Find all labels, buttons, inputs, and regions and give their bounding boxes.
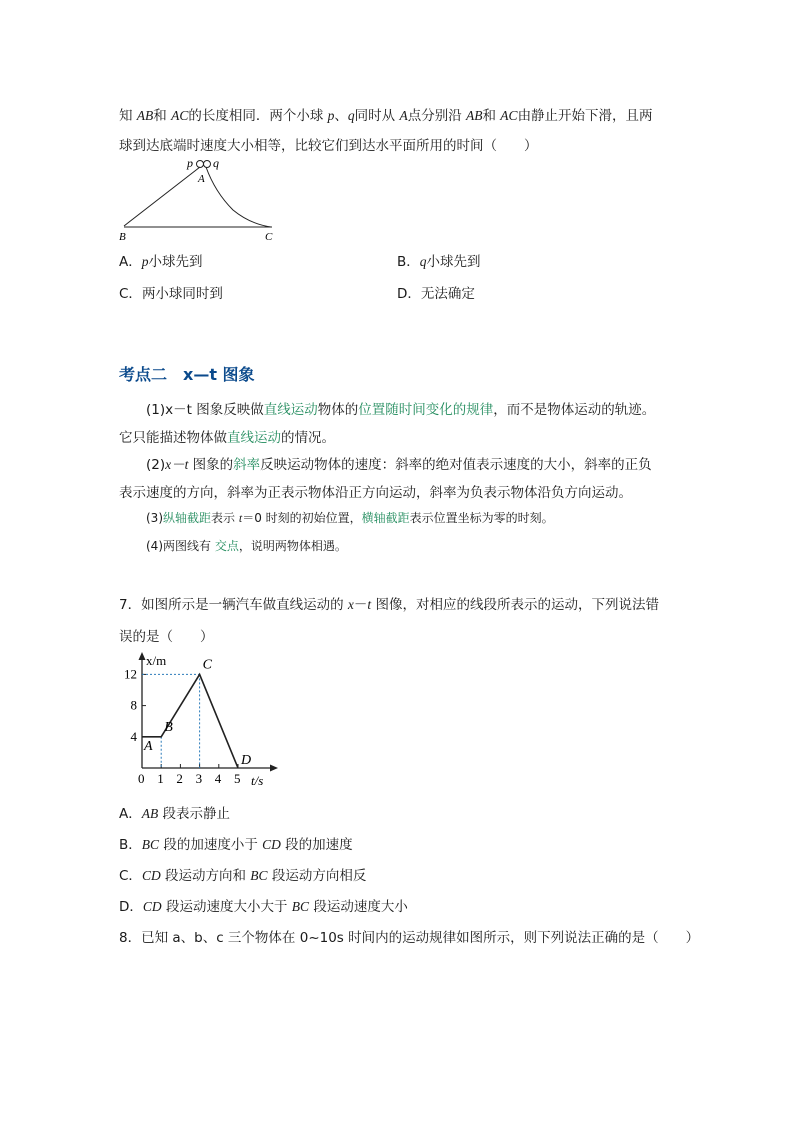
point-label-B: B xyxy=(164,719,173,735)
section-point1-line2: 它只能描述物体做直线运动的情况。 xyxy=(119,430,335,446)
q6-option-d[interactable]: D．无法确定 xyxy=(397,286,475,302)
q7-stem-line1: 7．如图所示是一辆汽车做直线运动的 x－t 图像，对相应的线段所表示的运动，下列说法错 xyxy=(119,597,659,613)
x-tick-label: 4 xyxy=(214,771,222,786)
label-q: q xyxy=(213,156,219,170)
label-C: C xyxy=(265,231,273,243)
x-tick-label: 0 xyxy=(138,771,145,786)
q7-option-c[interactable]: C．CD 段运动方向和 BC 段运动方向相反 xyxy=(119,868,367,884)
xt-series-line xyxy=(142,674,238,768)
q6-stem-line2: 球到达底端时速度大小相等，比较它们到达水平面所用的时间（ ） xyxy=(119,138,538,154)
y-axis-arrow xyxy=(139,652,146,660)
y-tick-label: 4 xyxy=(130,728,137,744)
label-A: A xyxy=(198,173,205,185)
label-p: p xyxy=(187,156,193,170)
q7-stem-line2: 误的是（ ） xyxy=(119,629,214,645)
y-tick-label: 12 xyxy=(124,666,137,682)
ball-p xyxy=(197,161,204,168)
q8-stem-line1: 8．已知 a、b、c 三个物体在 0~10s 时间内的运动规律如图所示，则下列说法正确的是（ ） xyxy=(119,930,700,946)
incline-figure xyxy=(115,152,285,244)
y-tick-label: 8 xyxy=(130,697,137,713)
q7-option-a[interactable]: A．AB 段表示静止 xyxy=(119,806,231,822)
point-label-A: A xyxy=(144,738,153,754)
q7-option-d[interactable]: D．CD 段运动速度大小大于 BC 段运动速度大小 xyxy=(119,899,408,915)
x-tick-label: 1 xyxy=(157,771,164,786)
y-axis-label: x/m xyxy=(146,653,167,668)
section-point3: (3)纵轴截距表示 t＝0 时刻的初始位置，横轴截距表示位置坐标为零的时刻。 xyxy=(146,511,554,525)
x-tick-label: 3 xyxy=(195,771,203,786)
section-point2-line1: (2)x－t 图象的斜率反映运动物体的速度：斜率的绝对值表示速度的大小，斜率的正负 xyxy=(146,457,652,473)
ball-q xyxy=(204,161,211,168)
section-title: 考点二 x—t 图象 xyxy=(119,365,255,384)
x-axis-label: t/s xyxy=(251,773,264,788)
section-point2-line2: 表示速度的方向，斜率为正表示物体沿正方向运动，斜率为负表示物体沿负方向运动。 xyxy=(119,485,632,501)
x-axis-arrow xyxy=(270,765,278,772)
incline-ab xyxy=(124,167,200,226)
x-tick-label: 5 xyxy=(234,771,241,786)
section-point1-line1: (1)x－t 图象反映做直线运动物体的位置随时间变化的规律，而不是物体运动的轨迹。 xyxy=(146,402,656,418)
curve-ac xyxy=(206,167,271,227)
q7-option-b[interactable]: B．BC 段的加速度小于 CD 段的加速度 xyxy=(119,837,353,853)
q6-option-a[interactable]: A．p小球先到 xyxy=(119,254,203,270)
xt-chart xyxy=(115,648,285,790)
q6-option-b[interactable]: B．q小球先到 xyxy=(397,254,481,270)
point-label-C: C xyxy=(202,657,212,673)
section-point4: (4)两图线有 交点，说明两物体相遇。 xyxy=(146,539,347,553)
q6-option-c[interactable]: C．两小球同时到 xyxy=(119,286,223,302)
q6-stem-line1: 知 AB和 AC的长度相同．两个小球 p、q同时从 A点分别沿 AB和 AC由静止开始下滑，且两 xyxy=(119,108,653,124)
point-label-D: D xyxy=(241,753,252,768)
x-tick-label: 2 xyxy=(176,771,183,786)
label-B: B xyxy=(119,231,126,243)
